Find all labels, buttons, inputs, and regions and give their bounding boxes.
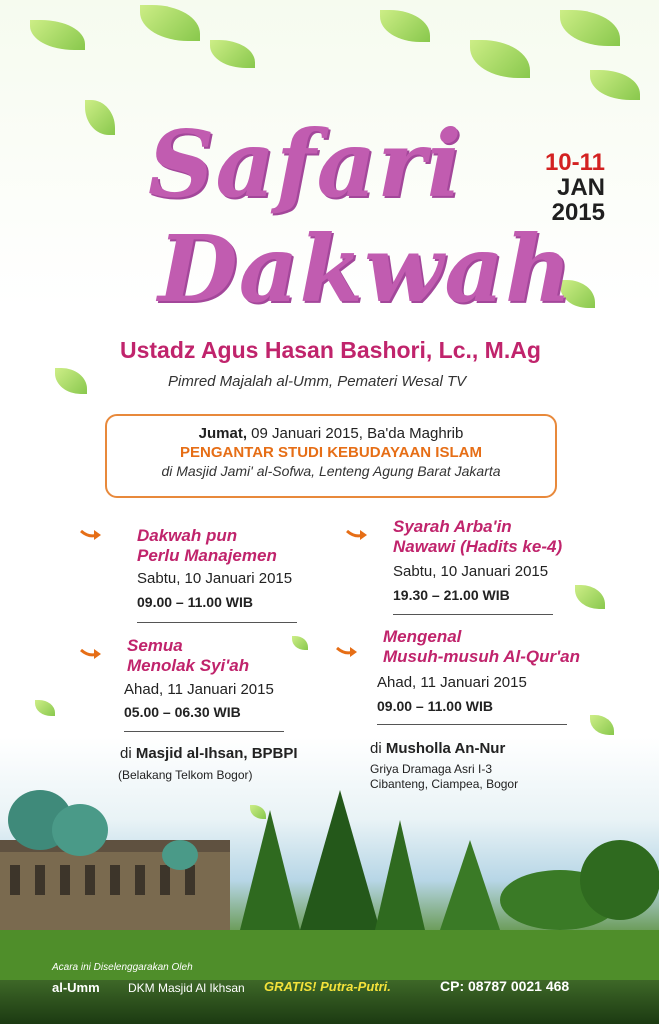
- event-2-title-line1: Syarah Arba'in: [393, 517, 512, 536]
- date-year: 2015: [551, 199, 605, 226]
- leaf-icon: [55, 368, 87, 394]
- event-4-title-line2: Musuh-musuh Al-Qur'an: [383, 647, 581, 666]
- venue-right-detail-line2: Cibanteng, Ciampea, Bogor: [370, 777, 519, 791]
- event-1-title-line1: Dakwah pun: [137, 526, 238, 545]
- event-2-title-line2: Nawawi (Hadits ke-4): [393, 537, 563, 556]
- divider: [377, 724, 567, 725]
- event-2-title: [393, 517, 562, 557]
- divider: [137, 622, 297, 623]
- organizer-label: Acara ini Diselenggarakan Oleh: [52, 962, 193, 973]
- al-umm-logo: al-Umm: [52, 980, 100, 995]
- event-3-date: Ahad, 11 Januari 2015: [124, 681, 274, 698]
- venue-right: [370, 740, 505, 757]
- divider: [393, 614, 553, 615]
- divider: [124, 731, 284, 732]
- event-1-title-line2: Perlu Manajemen: [137, 546, 277, 565]
- event-3-title: [127, 636, 249, 676]
- leaf-icon: [560, 10, 620, 46]
- date-badge: [530, 150, 605, 225]
- opening-event-date: [107, 425, 555, 442]
- leaf-icon: [140, 5, 200, 41]
- event-4-title-line1: Mengenal: [383, 627, 462, 646]
- event-4-time: 09.00 – 11.00 WIB: [377, 698, 493, 714]
- event-4-title: [383, 627, 580, 667]
- event-3-title-line2: Menolak Syi'ah: [127, 656, 250, 675]
- opening-event-venue: di Masjid Jami' al-Sofwa, Lenteng Agung Barat Jakarta: [161, 463, 501, 479]
- leaf-icon: [590, 70, 640, 100]
- venue-right-prefix: di: [370, 740, 386, 757]
- event-1-date: Sabtu, 10 Januari 2015: [137, 570, 293, 587]
- arrow-icon: [336, 645, 358, 659]
- venue-left-prefix: di: [120, 745, 136, 762]
- opening-event-box: [105, 414, 557, 498]
- event-3-title-line1: Semua: [127, 636, 183, 655]
- venue-left-name: Masjid al-Ihsan, BPBPI: [135, 745, 298, 762]
- contact-person: CP: 08787 0021 468: [440, 978, 570, 994]
- leaf-icon: [380, 10, 430, 42]
- organizer-name: DKM Masjid Al Ikhsan: [128, 981, 245, 995]
- arrow-icon: [80, 647, 102, 661]
- date-days: 10-11: [544, 149, 605, 176]
- event-4-date: Ahad, 11 Januari 2015: [377, 674, 527, 691]
- date-month: JAN: [556, 174, 605, 201]
- speaker-name: Ustadz Agus Hasan Bashori, Lc., M.Ag: [120, 337, 541, 363]
- leaf-icon: [210, 40, 255, 68]
- venue-right-detail-line1: Griya Dramaga Asri I-3: [370, 762, 493, 776]
- gratis-text: GRATIS! Putra-Putri.: [264, 979, 391, 994]
- venue-left-detail: (Belakang Telkom Bogor): [118, 768, 253, 782]
- venue-right-name: Musholla An-Nur: [385, 740, 506, 757]
- title-line-1: Safari: [148, 110, 463, 218]
- leaf-icon: [575, 585, 605, 609]
- leaf-icon: [470, 40, 530, 78]
- title-line-2: Dakwah: [158, 215, 573, 323]
- opening-date-rest: 09 Januari 2015, Ba'da Maghrib: [247, 425, 464, 442]
- event-2-date: Sabtu, 10 Januari 2015: [393, 563, 549, 580]
- opening-event-title: PENGANTAR STUDI KEBUDAYAAN ISLAM: [180, 444, 482, 461]
- event-2-time: 19.30 – 21.00 WIB: [393, 587, 510, 603]
- opening-day: Jumat,: [198, 425, 247, 442]
- event-3-time: 05.00 – 06.30 WIB: [124, 704, 241, 720]
- leaf-icon: [35, 700, 55, 716]
- leaf-icon: [30, 20, 85, 50]
- leaf-icon: [590, 715, 614, 735]
- arrow-icon: [80, 528, 102, 542]
- leaf-icon: [85, 100, 115, 135]
- event-1-time: 09.00 – 11.00 WIB: [137, 594, 253, 610]
- event-1-title: [137, 526, 277, 566]
- venue-left: [120, 745, 298, 762]
- speaker-role: Pimred Majalah al-Umm, Pemateri Wesal TV: [168, 373, 467, 390]
- arrow-icon: [346, 528, 368, 542]
- mosque-landscape-illustration: [0, 780, 659, 980]
- leaf-icon: [292, 636, 308, 650]
